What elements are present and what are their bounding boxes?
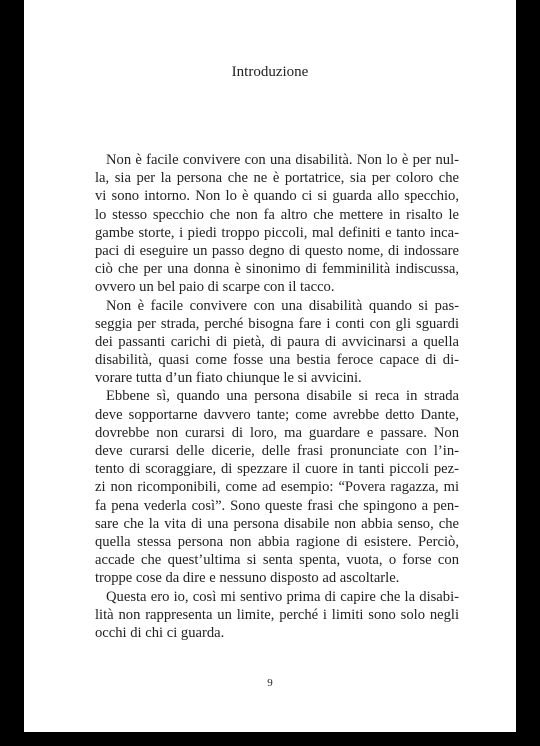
- text-line: ovvero un bel paio di scarpe con il tacco.: [95, 279, 335, 296]
- text-line: fa pena vederla così”. Sono queste frasi che spingono a pen-: [95, 497, 459, 514]
- page-number: 9: [267, 677, 273, 689]
- text-line: troppe cose da dire e nessuno disposto ad ascoltarle.: [95, 570, 400, 587]
- text-line: lità non rappresenta un limite, perché i limiti sono solo negli: [95, 606, 459, 623]
- text-line: sare che la vita di una persona disabile non abbia senso, che: [95, 515, 459, 532]
- text-line: Non è facile convivere con una disabilità quando si pas-: [106, 297, 459, 314]
- text-line: dovrebbe non curarsi di loro, ma guardare e passare. Non: [95, 424, 459, 441]
- text-line: zi non ricomponibili, come ad esempio: “Povera ragazza, mi: [95, 479, 459, 496]
- text-line: la, sia per la persona che ne è portatrice, sia per coloro che: [95, 170, 459, 187]
- text-line: Questa ero io, così mi sentivo prima di capire che la disabi-: [106, 588, 459, 605]
- chapter-title: Introduzione: [231, 64, 309, 80]
- text-line: accade che quest’ultima si senta spenta, vuota, o forse con: [95, 552, 459, 569]
- text-line: tento di scoraggiare, di spezzare il cuore in tanti piccoli pez-: [95, 461, 459, 478]
- text-line: vorare tutta d’un fiato chiunque le si avvicini.: [95, 370, 362, 387]
- text-line: Ebbene sì, quando una persona disabile si reca in strada: [106, 388, 459, 405]
- text-line: deve curarsi delle dicerie, delle frasi pronunciate con l’in-: [95, 443, 459, 459]
- text-line: occhi di chi ci guarda.: [95, 624, 225, 641]
- text-line: seggia per strada, perché bisogna fare i conti con gli sguardi: [95, 315, 459, 332]
- book-page: [24, 0, 516, 732]
- text-line: dei passanti carichi di pietà, di paura di avvicinarsi a quella: [95, 333, 459, 350]
- text-line: lo stesso specchio che non fa altro che mettere in risalto le: [95, 206, 459, 223]
- text-line: vi sono intorno. Non lo è quando ci si guarda allo specchio,: [95, 188, 459, 205]
- text-line: deve sopportarne davvero tante; come avrebbe detto Dante,: [95, 406, 459, 423]
- text-line: Non è facile convivere con una disabilità. Non lo è per nul-: [106, 152, 459, 168]
- text-line: paci di eseguire un passo degno di questo nome, di indossare: [95, 242, 459, 259]
- body-text: [95, 151, 459, 642]
- text-line: ciò che per una donna è sinonimo di femminilità indiscussa,: [95, 261, 459, 278]
- text-line: disabilità, quasi come fosse una bestia feroce capace di di-: [95, 352, 459, 369]
- text-line: gambe storte, i piedi troppo piccoli, mal definiti e tanto inca-: [95, 224, 459, 241]
- text-line: quella stessa persona non abbia ragione di esistere. Perciò,: [95, 533, 459, 550]
